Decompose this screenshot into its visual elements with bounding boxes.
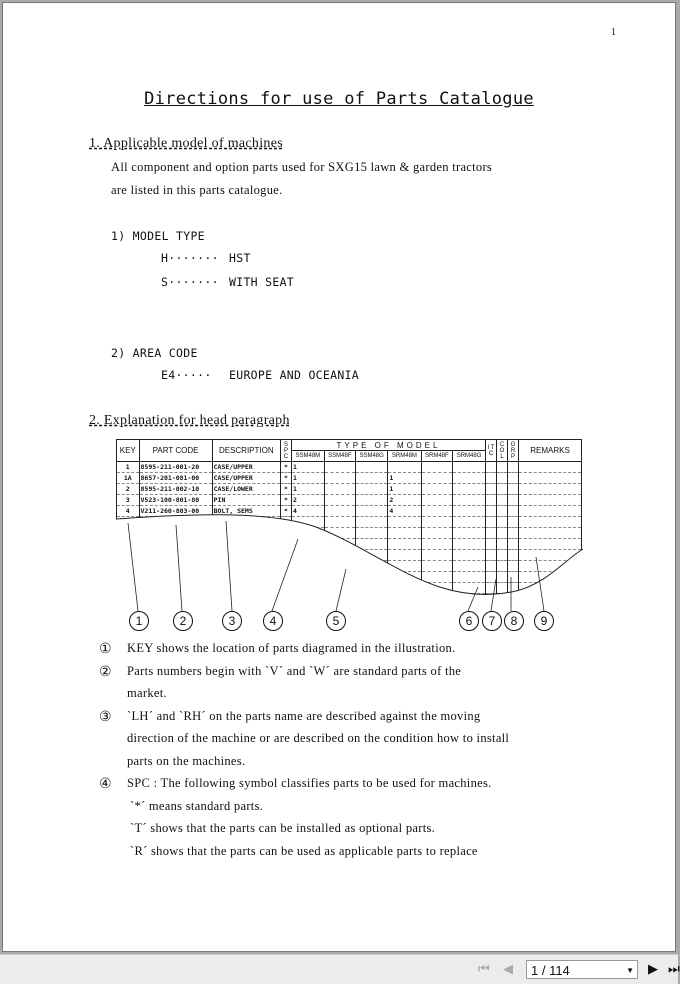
last-page-button[interactable]: ⏭	[668, 962, 680, 977]
previous-page-button[interactable]: ◀	[503, 962, 513, 977]
callout-3: 3	[222, 611, 242, 631]
col-remarks: REMARKS	[519, 440, 582, 462]
page-title: Directions for use of Parts Catalogue	[144, 89, 534, 109]
body-line: are listed in this parts catalogue.	[111, 183, 283, 197]
model-code: H·······	[161, 251, 219, 265]
row-qty: 2	[388, 495, 421, 506]
col-key: KEY	[117, 440, 140, 462]
row-qty: 1	[291, 484, 324, 495]
note-line: market.	[127, 686, 167, 700]
row-description: CASE/LOWER	[212, 484, 280, 495]
row-key: 1A	[117, 473, 140, 484]
callout-7: 7	[482, 611, 502, 631]
note-marker: ①	[99, 642, 112, 657]
row-spc: *	[280, 484, 291, 495]
row-spc: *	[280, 473, 291, 484]
row-qty: 1	[388, 484, 421, 495]
model-col: SSM48G	[355, 451, 387, 462]
note-line: Parts numbers begin with `V´ and `W´ are standard parts of the	[127, 663, 462, 678]
area-code-heading: 2) AREA CODE	[111, 346, 198, 360]
col-part-code: PART CODE	[139, 440, 212, 462]
row-description: PIN	[212, 495, 280, 506]
next-page-button[interactable]: ▶	[648, 962, 658, 977]
page-indicator: 1 / 114	[531, 963, 570, 978]
row-part-code: V211-260-803-00	[139, 506, 212, 517]
note-line: `*´ means standard parts.	[130, 798, 264, 813]
note-line: `T´ shows that the parts can be installed as optional parts.	[130, 821, 436, 835]
section-2-heading: 2. Explanation for head paragraph	[89, 413, 290, 428]
note-line: KEY shows the location of parts diagramed in the illustration.	[127, 641, 456, 655]
note-line: `LH´ and `RH´ on the parts name are described against the moving	[127, 708, 481, 723]
document-page	[2, 2, 676, 952]
row-qty: 1	[291, 473, 324, 484]
torn-edge-and-leaders	[116, 439, 583, 639]
page-number: 1	[611, 27, 617, 38]
row-part-code: 8595-211-001-20	[139, 462, 212, 473]
row-spc: *	[280, 506, 291, 517]
note-line: `R´ shows that the parts can be used as applicable parts to replace	[130, 843, 478, 858]
callout-8: 8	[504, 611, 524, 631]
col-col: C O L	[497, 440, 508, 462]
col-spc: S P C	[280, 440, 291, 462]
col-grp: G R P	[508, 440, 519, 462]
callout-9: 9	[534, 611, 554, 631]
note-line: direction of the machine or are described on the condition how to install	[127, 731, 510, 745]
row-spc: *	[280, 495, 291, 506]
row-qty: 1	[388, 473, 421, 484]
model-col: SSM48F	[324, 451, 355, 462]
area-code: E4·····	[161, 368, 212, 382]
callout-4: 4	[263, 611, 283, 631]
col-type-of-model: TYPE OF MODEL	[291, 440, 485, 451]
callout-1: 1	[129, 611, 149, 631]
note-marker: ③	[99, 709, 112, 725]
row-qty: 4	[388, 506, 421, 517]
col-itc: I T C	[486, 440, 497, 462]
row-qty: 4	[291, 506, 324, 517]
model-col: SSM48M	[291, 451, 324, 462]
row-description: CASE/UPPER	[212, 462, 280, 473]
note-line: parts on the machines.	[127, 753, 246, 768]
model-col: SRM48M	[388, 451, 421, 462]
pdf-toolbar	[0, 954, 678, 984]
model-desc: WITH SEAT	[229, 275, 295, 289]
row-key: 4	[117, 506, 140, 517]
body-line: All component and option parts used for SXG15 lawn & garden tractors	[111, 160, 493, 174]
row-qty: 1	[291, 462, 324, 473]
row-qty: 2	[291, 495, 324, 506]
row-part-code: V523-100-801-80	[139, 495, 212, 506]
first-page-button[interactable]: ⏮	[478, 962, 490, 977]
model-desc: HST	[229, 251, 251, 265]
row-key: 3	[117, 495, 140, 506]
callout-6: 6	[459, 611, 479, 631]
row-key: 1	[117, 462, 140, 473]
row-key: 2	[117, 484, 140, 495]
row-part-code: 8657-201-081-00	[139, 473, 212, 484]
head-paragraph-diagram	[116, 439, 583, 639]
model-code: S·······	[161, 275, 219, 289]
callout-5: 5	[326, 611, 346, 631]
callout-2: 2	[173, 611, 193, 631]
area-desc: EUROPE AND OCEANIA	[229, 368, 360, 382]
row-part-code: 8595-211-002-10	[139, 484, 212, 495]
row-spc: *	[280, 462, 291, 473]
page-selector[interactable]	[526, 960, 638, 979]
row-description: CASE/UPPER	[212, 473, 280, 484]
col-description: DESCRIPTION	[212, 440, 280, 462]
model-col: SRM48F	[421, 451, 453, 462]
model-type-heading: 1) MODEL TYPE	[111, 229, 205, 243]
note-line: SPC : The following symbol classifies parts to be used for machines.	[127, 776, 492, 790]
note-marker: ④	[99, 777, 112, 792]
model-col: SRM48G	[453, 451, 486, 462]
dropdown-arrow-icon: ▼	[626, 966, 634, 975]
row-description: BOLT, SEMS	[212, 506, 280, 517]
section-1-heading: 1. Applicable model of machines	[89, 136, 283, 151]
note-marker: ②	[99, 664, 112, 680]
